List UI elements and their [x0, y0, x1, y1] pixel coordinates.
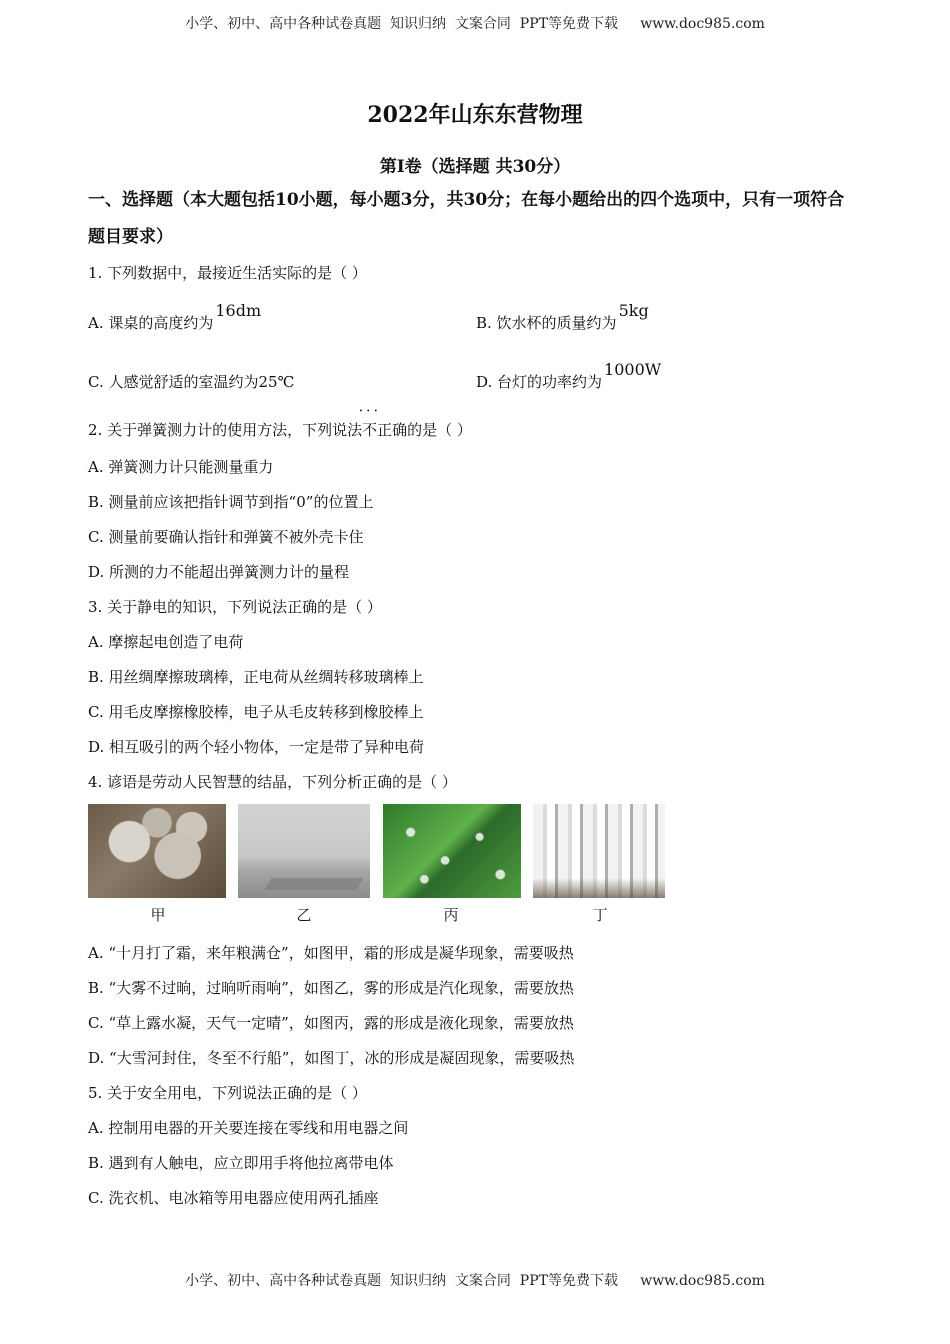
q2-stem [88, 419, 472, 440]
q4-option-c: C. “草上露水凝，天气一定晴”，如图丙，露的形成是液化现象，需要放热 [88, 1014, 574, 1032]
q2-stem-post: 的是（ ） [407, 421, 472, 439]
figure-label-ding: 丁 [592, 906, 608, 924]
q4-option-a: A. “十月打了霜，来年粮满仓”，如图甲，霜的形成是凝华现象，需要吸热 [88, 944, 574, 962]
q4-option-b: B. “大雾不过晌，过晌听雨响”，如图乙，雾的形成是汽化现象，需要放热 [88, 979, 574, 997]
q2-option-d: D. 所测的力不能超出弹簧测力计的量程 [88, 563, 350, 581]
q1-option-d-value: 1000W [604, 360, 662, 379]
q2-option-a: A. 弹簧测力计只能测量重力 [88, 458, 274, 476]
q3-option-a: A. 摩擦起电创造了电荷 [88, 633, 244, 651]
q1-option-b [476, 301, 649, 333]
q5-option-b: B. 遇到有人触电，应立即用手将他拉离带电体 [88, 1154, 394, 1172]
q3-option-c: C. 用毛皮摩擦橡胶棒，电子从毛皮转移到橡胶棒上 [88, 703, 424, 721]
q2-stem-pre: 2. 关于弹簧测力计的使用方法，下列说法 [88, 421, 363, 439]
figure-label-bing: 丙 [443, 906, 459, 924]
figure-label-jia: 甲 [150, 906, 166, 924]
q4-option-d: D. “大雪河封住，冬至不行船”，如图丁，冰的形成是凝固现象，需要吸热 [88, 1049, 575, 1067]
q1-stem: 1. 下列数据中，最接近生活实际的是（ ） [88, 264, 367, 282]
q4-stem: 4. 谚语是劳动人民智慧的结晶，下列分析正确的是（ ） [88, 773, 457, 791]
q3-stem: 3. 关于静电的知识，下列说法正确的是（ ） [88, 598, 382, 616]
page-title: 2022年山东东营物理 [367, 102, 583, 128]
page-footer: 小学、初中、高中各种试卷真题 知识归纳 文案合同 PPT等免费下载 www.doc985.com [185, 1273, 765, 1289]
fog-photo [238, 804, 370, 898]
page-header: 小学、初中、高中各种试卷真题 知识归纳 文案合同 PPT等免费下载 www.doc985.com [185, 16, 765, 32]
volume-heading: 第Ⅰ卷（选择题 共30分） [379, 157, 571, 177]
q5-option-a: A. 控制用电器的开关要连接在零线和用电器之间 [88, 1119, 409, 1137]
q1-option-b-text: B. 饮水杯的质量约为 [476, 314, 617, 332]
q1-option-a-value: 16dm [215, 301, 262, 320]
figure-label-yi: 乙 [296, 906, 312, 924]
q1-option-a [88, 301, 262, 333]
q3-option-b: B. 用丝绸摩擦玻璃棒，正电荷从丝绸转移玻璃棒上 [88, 668, 424, 686]
ice-photo [533, 804, 665, 898]
frost-photo [88, 804, 226, 898]
dew-photo [383, 804, 521, 898]
q1-option-d [476, 360, 662, 392]
q2-option-c: C. 测量前要确认指针和弹簧不被外壳卡住 [88, 528, 364, 546]
q5-option-c: C. 洗衣机、电冰箱等用电器应使用两孔插座 [88, 1189, 379, 1207]
q5-stem: 5. 关于安全用电，下列说法正确的是（ ） [88, 1084, 367, 1102]
section-heading: 一、选择题（本大题包括10小题，每小题3分，共30分；在每小题给出的四个选项中，只有一项符合题目要求） [88, 190, 845, 247]
q2-option-b: B. 测量前应该把指针调节到指“0”的位置上 [88, 493, 374, 511]
q1-option-d-text: D. 台灯的功率约为 [476, 373, 603, 391]
q2-stem-emphasis: • • • 不正确 [362, 419, 407, 440]
q3-option-d: D. 相互吸引的两个轻小物体，一定是带了异种电荷 [88, 738, 425, 756]
q1-option-a-text: A. 课桌的高度约为 [88, 314, 214, 332]
q1-option-b-value: 5kg [618, 301, 649, 320]
q1-option-c: C. 人感觉舒适的室温约为25℃ [88, 373, 295, 391]
